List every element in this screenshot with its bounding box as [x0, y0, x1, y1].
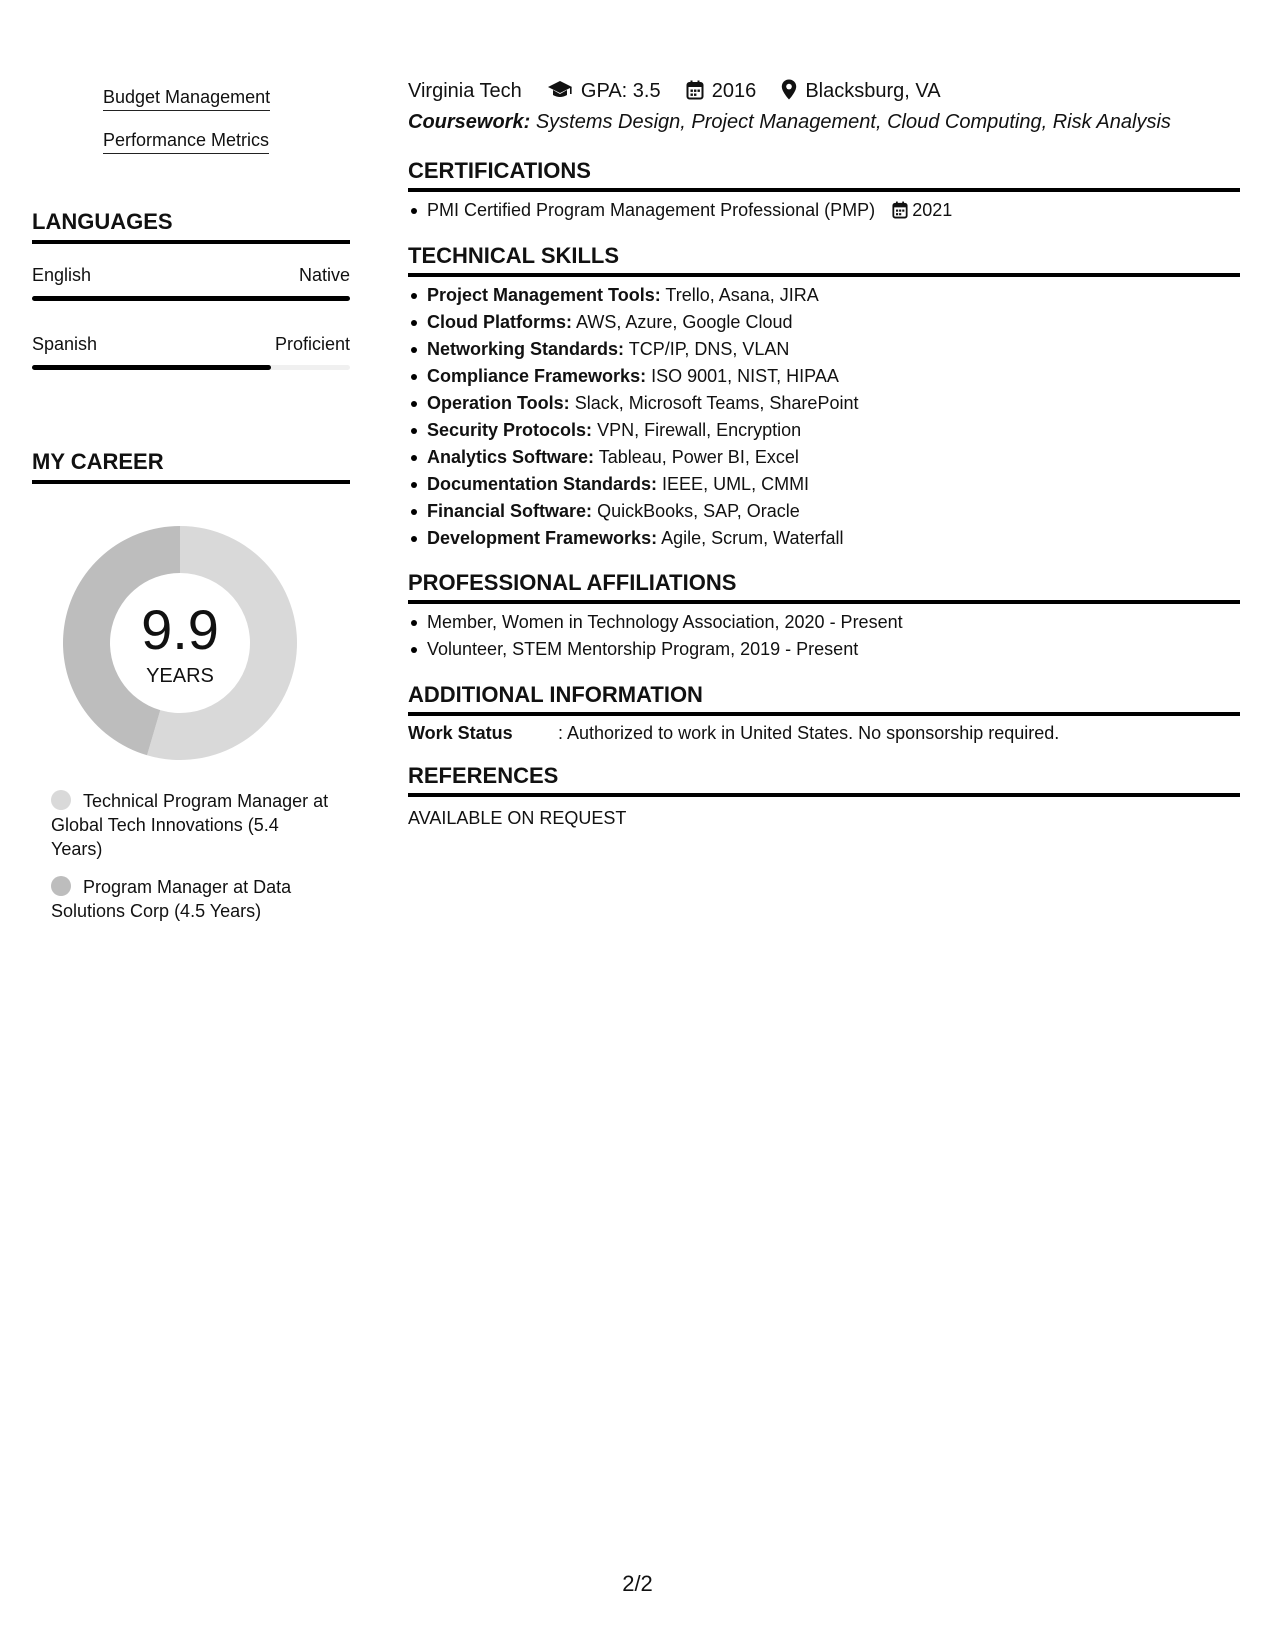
skill-category: Development Frameworks: [427, 528, 658, 548]
skill-values: AWS, Azure, Google Cloud [576, 312, 793, 332]
certifications-heading: CERTIFICATIONS [408, 157, 1240, 192]
language-level: Native [298, 265, 350, 285]
references-text: AVAILABLE ON REQUEST [408, 808, 627, 828]
languages-heading: LANGUAGES [32, 208, 350, 244]
skill-budget-management: Budget Management [103, 86, 270, 111]
certification-item [408, 197, 1240, 224]
graduation-year: 2016 [711, 80, 757, 102]
additional-info-heading: ADDITIONAL INFORMATION [408, 681, 1240, 716]
technical-skill-item [408, 444, 1240, 471]
skill-category: Operation Tools: [427, 393, 570, 413]
language-row-english [32, 264, 350, 308]
technical-skill-item [408, 471, 1240, 498]
affiliation-item: Member, Women in Technology Association, 2020 - Present [408, 609, 1240, 636]
language-row-spanish [32, 333, 350, 377]
career-heading: MY CAREER [32, 448, 350, 484]
affiliations-heading: PROFESSIONAL AFFILIATIONS [408, 569, 1240, 604]
map-pin-icon [781, 79, 797, 100]
references-heading: REFERENCES [408, 762, 1240, 797]
language-name: English [32, 265, 92, 285]
skill-values: VPN, Firewall, Encryption [597, 420, 802, 440]
graduation-cap-icon [547, 80, 573, 100]
certifications-list [408, 197, 1240, 224]
certification-date [892, 200, 952, 220]
school-location: Blacksburg, VA [805, 80, 941, 102]
education-line [408, 78, 941, 104]
language-level: Proficient [274, 334, 350, 354]
language-proficiency-fill [32, 365, 271, 370]
technical-skill-item [408, 363, 1240, 390]
skill-category: Cloud Platforms: [427, 312, 573, 332]
certification-year: 2021 [912, 200, 953, 220]
career-donut-center [55, 518, 305, 768]
coursework-line [408, 109, 1171, 135]
career-donut-chart [55, 518, 305, 768]
coursework-label: Coursework: [408, 111, 531, 133]
career-years-unit: YEARS [146, 665, 214, 687]
career-legend-label: Program Manager at Data Solutions Corp (4.5 Years) [51, 877, 292, 921]
technical-skills-heading: TECHNICAL SKILLS [408, 242, 1240, 277]
technical-skill-item [408, 525, 1240, 552]
work-status-value: : Authorized to work in United States. No sponsorship required. [558, 723, 1060, 743]
career-legend-item [51, 875, 331, 923]
technical-skill-item [408, 282, 1240, 309]
skill-values: Slack, Microsoft Teams, SharePoint [574, 393, 859, 413]
language-name: Spanish [32, 334, 98, 354]
legend-dot [51, 790, 71, 810]
skill-category: Documentation Standards: [427, 474, 658, 494]
calendar-icon [686, 80, 704, 100]
technical-skills-list [408, 282, 1240, 552]
technical-skill-item [408, 417, 1240, 444]
affiliation-item: Volunteer, STEM Mentorship Program, 2019 - Present [408, 636, 1240, 663]
calendar-icon [892, 201, 908, 219]
coursework-list: Systems Design, Project Management, Cloud Computing, Risk Analysis [535, 111, 1171, 133]
affiliations-list [408, 609, 1240, 663]
skill-category: Project Management Tools: [427, 285, 661, 305]
career-legend-item [51, 789, 331, 861]
legend-dot [51, 876, 71, 896]
skill-category: Security Protocols: [427, 420, 593, 440]
skill-category: Analytics Software: [427, 447, 595, 467]
skill-values: ISO 9001, NIST, HIPAA [651, 366, 839, 386]
skill-values: Tableau, Power BI, Excel [598, 447, 799, 467]
gpa: GPA: 3.5 [580, 80, 661, 102]
skill-values: IEEE, UML, CMMI [662, 474, 810, 494]
language-proficiency-bar [32, 296, 350, 301]
technical-skill-item [408, 498, 1240, 525]
technical-skill-item [408, 390, 1240, 417]
skill-values: Trello, Asana, JIRA [665, 285, 819, 305]
skill-category: Compliance Frameworks: [427, 366, 647, 386]
skill-category: Financial Software: [427, 501, 593, 521]
skill-values: TCP/IP, DNS, VLAN [628, 339, 790, 359]
school-name: Virginia Tech [408, 80, 522, 102]
skill-values: Agile, Scrum, Waterfall [661, 528, 844, 548]
skill-values: QuickBooks, SAP, Oracle [597, 501, 800, 521]
career-total-years: 9.9 [141, 598, 219, 661]
work-status-label: Work Status [408, 723, 513, 743]
skill-category: Networking Standards: [427, 339, 625, 359]
certification-name: PMI Certified Program Management Professional (PMP) [427, 200, 876, 220]
technical-skill-item [408, 336, 1240, 363]
language-proficiency-fill [32, 296, 350, 301]
work-status-row [408, 721, 1059, 745]
technical-skill-item [408, 309, 1240, 336]
skill-performance-metrics: Performance Metrics [103, 129, 269, 154]
page-number: 2/2 [622, 1571, 653, 1596]
language-proficiency-bar [32, 365, 350, 370]
career-legend-label: Technical Program Manager at Global Tech Innovations (5.4 Years) [51, 791, 329, 859]
